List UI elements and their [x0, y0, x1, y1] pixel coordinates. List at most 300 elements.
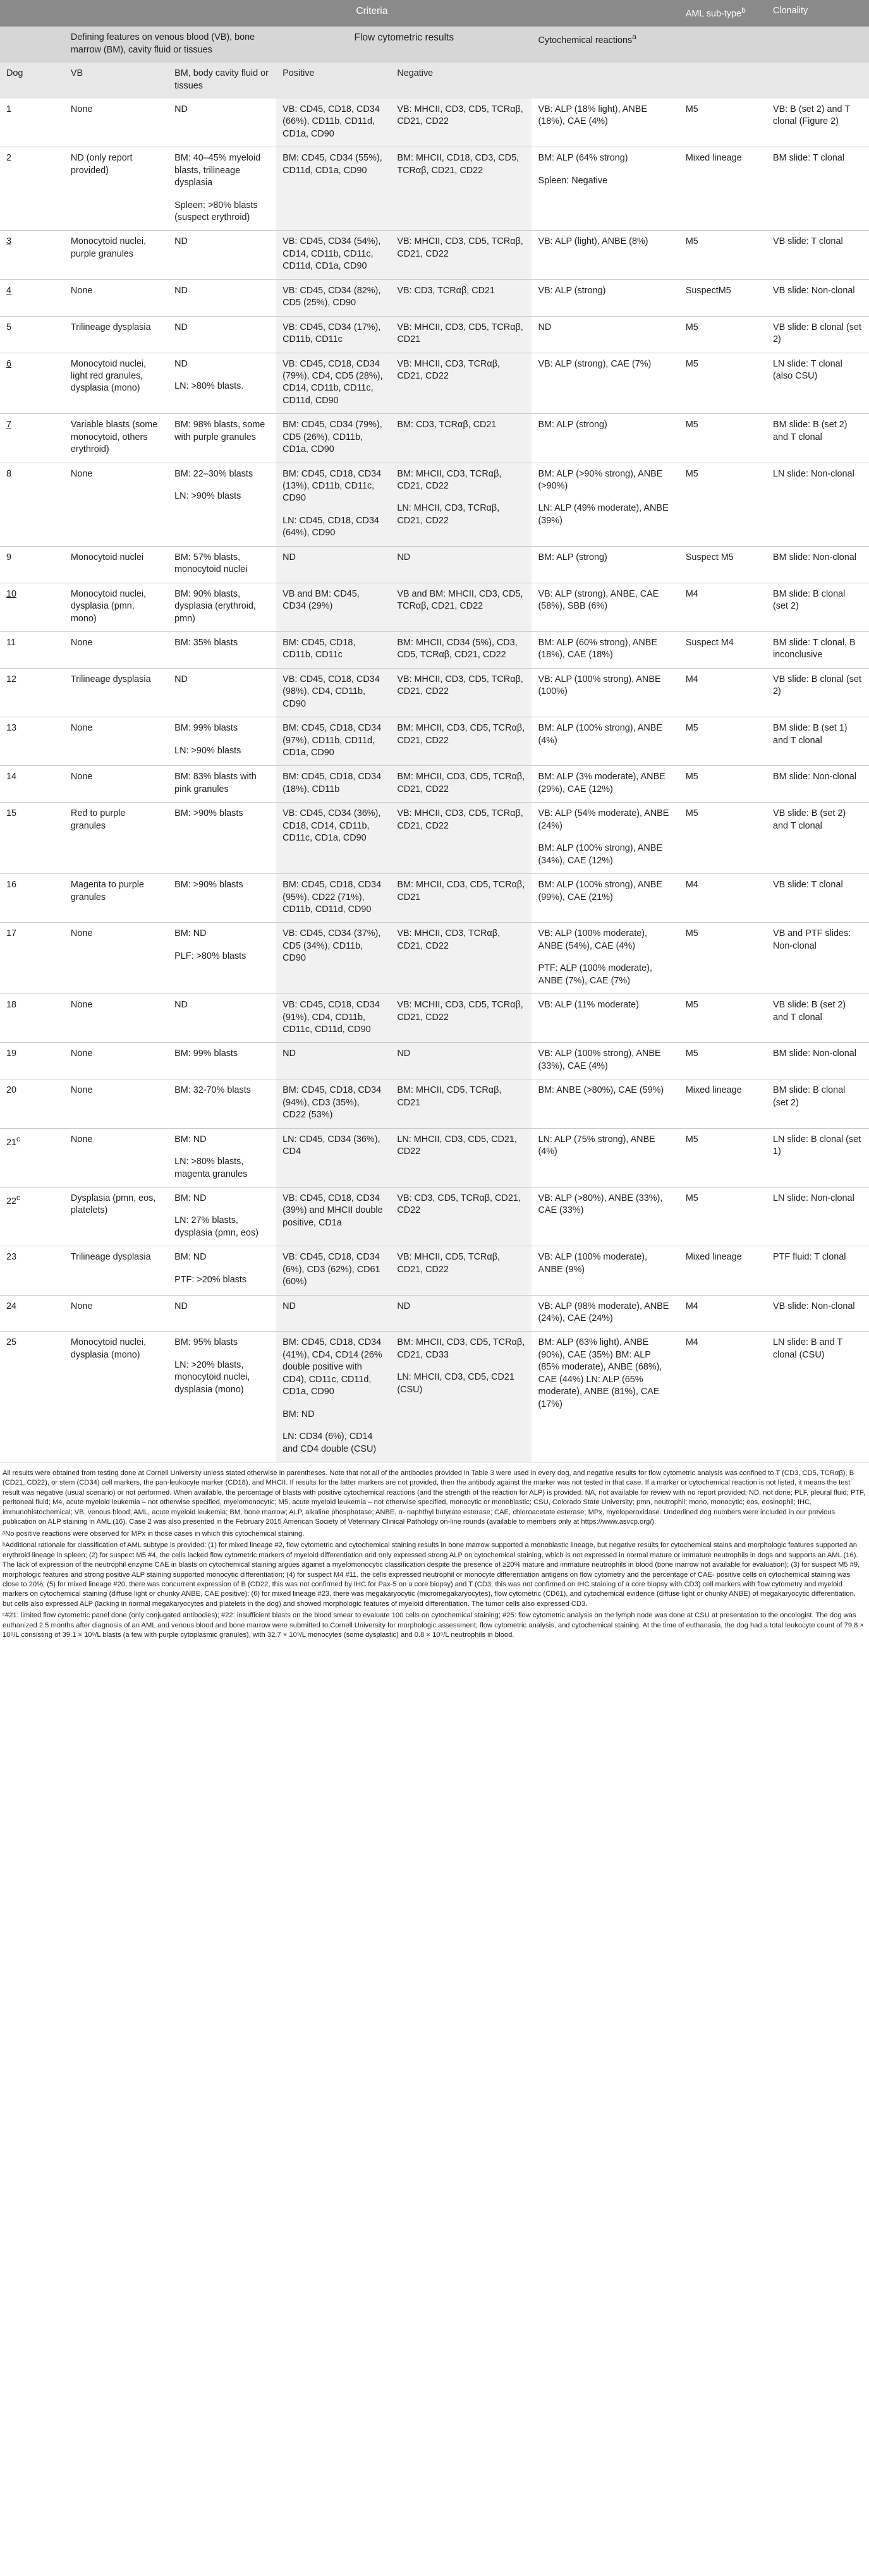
line-gap [174, 1349, 270, 1359]
cell-flow-negative [391, 1079, 532, 1128]
cell-text: BM: ND [174, 1252, 207, 1263]
cell-flow-positive [276, 1295, 391, 1332]
cell-text: PTF fluid: T clonal [772, 1252, 846, 1263]
cell-text: VB: MHCII, CD3, CD5, TCRαβ, CD21 [397, 322, 523, 345]
dog-number: 14 [6, 772, 17, 782]
cell-clonality [767, 1128, 869, 1187]
table-body [0, 99, 869, 1462]
header-bm: BM, body cavity fluid or tissues [168, 63, 276, 99]
cell-text: BM: 35% blasts [174, 637, 238, 648]
cell-text: VB slide: T clonal [772, 880, 843, 890]
cell-flow-negative [391, 1295, 532, 1332]
cell-flow-positive [276, 668, 391, 717]
cell-text: ND [538, 322, 552, 332]
cell-clonality [767, 717, 869, 766]
cell-text: BM: ND [174, 1193, 207, 1203]
cell-flow-negative [391, 231, 532, 279]
cell-vb-features [64, 231, 168, 279]
cell-vb-features [64, 316, 168, 353]
cell-bm-features [168, 546, 276, 583]
cell-text: BM: CD45, CD18, CD11b, CD11c [283, 637, 356, 660]
cell-text: Dysplasia (pmn, eos, platelets) [70, 1193, 156, 1216]
header-blank-6 [679, 63, 767, 99]
cell-text: LN: >90% blasts [174, 745, 241, 756]
cell-clonality [767, 631, 869, 668]
cell-text: VB slide: B clonal (set 2) [772, 674, 861, 697]
dog-number: 19 [6, 1048, 17, 1059]
cell-text: M5 [685, 1048, 698, 1059]
cell-text: VB and PTF slides: Non-clonal [772, 928, 851, 951]
cell-text: Variable blasts (some monocytoid, others erythroid) [70, 420, 158, 455]
cell-vb-features [64, 994, 168, 1043]
cell-text: ND (only report provided) [70, 153, 133, 176]
cell-text: Monocytoid nuclei, dysplasia (mono) [70, 1337, 147, 1360]
cell-flow-positive [276, 414, 391, 463]
cell-text: BM: 32-70% blasts [174, 1085, 251, 1096]
cell-vb-features [64, 1295, 168, 1332]
cell-flow-positive [276, 1079, 391, 1128]
cell-vb-features [64, 631, 168, 668]
cell-dog [0, 414, 64, 463]
cell-clonality [767, 1332, 869, 1462]
cell-text: ND [174, 358, 188, 369]
cell-bm-features [168, 353, 276, 414]
cell-text: VB: MHCII, CD3, CD5, TCRαβ, CD21, CD22 [397, 104, 523, 127]
cell-text: BM: MHCII, CD3, CD5, TCRαβ, CD21, CD33 [397, 1337, 525, 1360]
cell-cytochemical [532, 1246, 679, 1295]
cell-text: M5 [685, 104, 698, 114]
table-row [0, 99, 869, 147]
table-row [0, 803, 869, 874]
cell-clonality [767, 766, 869, 803]
cell-text: BM: 95% blasts [174, 1337, 238, 1348]
cell-flow-negative [391, 99, 532, 147]
cell-flow-positive [276, 1187, 391, 1246]
cell-cytochemical [532, 1079, 679, 1128]
cell-dog [0, 1332, 64, 1462]
cell-text: Mixed lineage [685, 1085, 742, 1096]
cell-text: VB: B (set 2) and T clonal (Figure 2) [772, 104, 850, 127]
header-positive: Positive [276, 63, 391, 99]
cell-vb-features [64, 1246, 168, 1295]
cell-text: BM: MHCII, CD3, CD5, TCRαβ, CD21 [397, 880, 525, 902]
cell-text: M5 [685, 358, 698, 369]
cell-text: BM: 57% blasts, monocytoid nuclei [174, 552, 248, 575]
footnote-paragraph: ᶜ#21: limited flow cytometric panel done (only conjugated antibodies); #22: insufficient blasts on the blood smear to evaluate 100 cells on cytochemical staining; #25: flow cytometric analysis on the lymph node was done at CSU at presentation to the oncologist. The dog was euthanized 2.5 months after diagnosis of an AML and venous blood and bone marrow were submitted to Cornell University for morphologic assessment, flow cytometric analysis, and cytochemical staining. At the time of euthanasia, the dog had a total leukocyte count of 79.8 × 10⁹/L consisting of 39.1 × 10⁹/L blasts (a few with purple cytoplasmic granules), with 32.7 × 10⁹/L monocytes (some dysplastic) and 0.8 × 10⁹/L neutrophils in blood. [3, 1612, 865, 1639]
dog-number: 20 [6, 1085, 17, 1096]
cell-flow-negative [391, 803, 532, 874]
cell-cytochemical [532, 717, 679, 766]
cell-dog [0, 353, 64, 414]
cell-dog [0, 994, 64, 1043]
cell-text: BM slide: T clonal, B inconclusive [772, 637, 856, 660]
cell-text: ND [174, 236, 188, 247]
cell-flow-positive [276, 1043, 391, 1079]
line-gap [397, 492, 525, 502]
cell-text: Monocytoid nuclei, purple granules [70, 236, 147, 259]
cell-text: None [70, 1085, 93, 1096]
cell-text: None [70, 468, 93, 479]
cell-aml-subtype [679, 147, 767, 231]
header-blank-3 [679, 27, 767, 63]
cell-text: Mixed lineage [685, 153, 742, 164]
cell-dog [0, 1295, 64, 1332]
line-gap [397, 1361, 525, 1371]
cell-text: BM: CD45, CD18, CD34 (13%), CD11b, CD11c, CD90 [283, 468, 382, 504]
table-row [0, 231, 869, 279]
cell-text: SuspectM5 [685, 285, 731, 296]
cell-clonality [767, 414, 869, 463]
cell-bm-features [168, 874, 276, 923]
cell-dog [0, 279, 64, 316]
cell-flow-negative [391, 279, 532, 316]
cell-text: LN: CD45, CD18, CD34 (64%), CD90 [283, 515, 379, 538]
cell-text: VB: ALP (strong), CAE (7%) [538, 358, 652, 369]
cell-text: M5 [685, 236, 698, 247]
cell-dog [0, 874, 64, 923]
dog-number: 11 [6, 637, 16, 648]
cell-text: BM: 90% blasts, dysplasia (erythroid, pmn) [174, 588, 256, 624]
cell-bm-features [168, 99, 276, 147]
cell-dog [0, 546, 64, 583]
cell-aml-subtype [679, 631, 767, 668]
cell-flow-positive [276, 803, 391, 874]
cell-flow-positive [276, 316, 391, 353]
cell-text: VB: CD45, CD18, CD34 (6%), CD3 (62%), CD61 (60%) [283, 1252, 380, 1287]
cell-vb-features [64, 414, 168, 463]
dog-number: 2 [6, 153, 12, 164]
dog-number: 13 [6, 723, 17, 734]
cell-text: LN slide: B and T clonal (CSU) [772, 1337, 842, 1360]
header-blank-2 [0, 27, 64, 63]
header-aml-subtype [679, 0, 767, 27]
cell-bm-features [168, 994, 276, 1043]
cell-text: VB: ALP (strong) [538, 285, 606, 296]
cell-text: BM: ALP (60% strong), ANBE (18%), CAE (18%) [538, 637, 657, 660]
cell-aml-subtype [679, 353, 767, 414]
cell-text: LN: >90% blasts [174, 491, 241, 502]
cell-text: None [70, 1000, 93, 1011]
cell-text: None [70, 772, 93, 782]
cell-text: None [70, 1301, 93, 1311]
cell-text: M4 [685, 1337, 698, 1348]
line-gap [174, 735, 270, 745]
cell-vb-features [64, 353, 168, 414]
cell-text: VB slide: B clonal (set 2) [772, 322, 861, 345]
cell-flow-positive [276, 583, 391, 631]
table-row [0, 353, 869, 414]
cell-clonality [767, 803, 869, 874]
cell-text: VB: CD45, CD18, CD34 (39%) and MHCII double positive, CD1a [283, 1193, 383, 1228]
cell-cytochemical [532, 231, 679, 279]
cytochemical-footnote-mark: a [632, 32, 636, 42]
cell-flow-negative [391, 874, 532, 923]
dog-footnote-mark: c [16, 1193, 21, 1202]
cell-text: BM: CD45, CD18, CD34 (18%), CD11b [283, 772, 382, 794]
cell-text: VB: ALP (98% moderate), ANBE (24%), CAE (24%) [538, 1301, 669, 1324]
cell-text: None [70, 1048, 93, 1059]
cell-text: ND [397, 552, 411, 562]
cell-flow-negative [391, 766, 532, 803]
cell-text: ND [174, 285, 188, 296]
cell-text: BM: CD3, TCRαβ, CD21 [397, 420, 497, 430]
cell-bm-features [168, 1246, 276, 1295]
table-row [0, 1079, 869, 1128]
cell-bm-features [168, 631, 276, 668]
cell-vb-features [64, 463, 168, 546]
cell-clonality [767, 316, 869, 353]
header-flow-results: Flow cytometric results [276, 27, 532, 63]
line-gap [538, 165, 672, 175]
cell-bm-features [168, 147, 276, 231]
table-row [0, 1332, 869, 1462]
cell-text: BM: MHCII, CD3, CD5, TCRαβ, CD21, CD22 [397, 772, 525, 794]
dog-number: 18 [6, 1000, 17, 1011]
table-row [0, 631, 869, 668]
cell-dog [0, 766, 64, 803]
cell-text: ND [397, 1048, 411, 1059]
cell-flow-negative [391, 1128, 532, 1187]
cell-clonality [767, 1079, 869, 1128]
cell-text: BM: MHCII, CD3, CD5, TCRαβ, CD21, CD22 [397, 723, 525, 746]
cell-vb-features [64, 668, 168, 717]
cell-text: LN: MHCII, CD3, TCRαβ, CD21, CD22 [397, 503, 500, 526]
cell-text: VB: ALP (100% strong), ANBE (33%), CAE (4%) [538, 1048, 661, 1071]
table-row [0, 717, 869, 766]
dog-number: 24 [6, 1301, 17, 1311]
cell-text: Suspect M4 [685, 637, 734, 648]
cell-text: BM: CD45, CD18, CD34 (97%), CD11b, CD11d, CD1a, CD90 [283, 723, 382, 758]
cell-text: VB: CD45, CD34 (36%), CD18, CD14, CD11b, CD11c, CD1a, CD90 [283, 808, 381, 844]
cell-text: VB: CD45, CD34 (17%), CD11b, CD11c [283, 322, 381, 345]
cell-text: BM slide: T clonal [772, 153, 845, 164]
cell-text: BM: MHCII, CD5, TCRαβ, CD21 [397, 1085, 502, 1108]
cell-bm-features [168, 1043, 276, 1079]
cell-bm-features [168, 231, 276, 279]
cell-cytochemical [532, 803, 679, 874]
cell-cytochemical [532, 1128, 679, 1187]
cell-flow-negative [391, 583, 532, 631]
line-gap [174, 370, 270, 380]
cell-text: BM slide: B (set 1) and T clonal [772, 723, 848, 746]
cell-text: BM slide: Non-clonal [772, 552, 856, 562]
cell-aml-subtype [679, 1079, 767, 1128]
cell-aml-subtype [679, 279, 767, 316]
aml-subtype-footnote-mark: b [741, 6, 746, 15]
cell-text: ND [174, 674, 188, 684]
cell-dog [0, 717, 64, 766]
cell-text: VB: ALP (strong), ANBE, CAE (58%), SBB (6%) [538, 588, 659, 612]
cell-clonality [767, 231, 869, 279]
cell-text: M5 [685, 928, 698, 939]
cell-text: None [70, 928, 93, 939]
cell-text: BM: 83% blasts with pink granules [174, 772, 257, 794]
line-gap [174, 1205, 270, 1215]
cell-text: BM: CD45, CD18, CD34 (95%), CD22 (71%), CD11b, CD11d, CD90 [283, 880, 382, 914]
cell-text: BM: ALP (100% strong), ANBE (99%), CAE (21%) [538, 880, 662, 902]
table-row [0, 1295, 869, 1332]
cell-text: VB: ALP (>80%), ANBE (33%), CAE (33%) [538, 1193, 663, 1216]
cell-clonality [767, 99, 869, 147]
cell-clonality [767, 1187, 869, 1246]
cell-vb-features [64, 1079, 168, 1128]
cell-text: BM: ND [174, 928, 207, 939]
line-gap [174, 190, 270, 200]
cell-text: BM: ALP (strong) [538, 552, 607, 562]
cell-aml-subtype [679, 717, 767, 766]
cell-text: VB slide: Non-clonal [772, 1301, 855, 1311]
cell-text: None [70, 1134, 93, 1145]
cell-text: VB: CD45, CD18, CD34 (98%), CD4, CD11b, CD90 [283, 674, 380, 709]
cell-text: VB: MHCII, CD3, TCRαβ, CD21, CD22 [397, 928, 501, 951]
cell-text: ND [174, 322, 188, 332]
cell-cytochemical [532, 546, 679, 583]
cell-text: ND [174, 1301, 188, 1311]
table-row [0, 463, 869, 546]
dog-number: 22 [6, 1196, 17, 1206]
table-row [0, 1187, 869, 1246]
cell-text: VB: CD45, CD18, CD34 (79%), CD4, CD5 (28%), CD14, CD11b, CD11c, CD11d, CD90 [283, 358, 383, 406]
cell-text: BM: ALP (100% strong), ANBE (34%), CAE (12%) [538, 843, 662, 866]
cell-clonality [767, 463, 869, 546]
cell-text: BM: CD45, CD34 (79%), CD5 (26%), CD11b, CD1a, CD90 [283, 420, 382, 455]
cell-vb-features [64, 1187, 168, 1246]
cell-dog [0, 147, 64, 231]
dog-number: 12 [6, 674, 17, 684]
cell-flow-negative [391, 1332, 532, 1462]
cell-vb-features [64, 1332, 168, 1462]
cell-text: LN: >80% blasts, magenta granules [174, 1157, 248, 1179]
cell-clonality [767, 1246, 869, 1295]
cell-text: Monocytoid nuclei, light red granules, dysplasia (mono) [70, 358, 147, 394]
cell-flow-positive [276, 546, 391, 583]
header-blank-4 [767, 27, 869, 63]
cell-dog [0, 1128, 64, 1187]
cell-text: Spleen: Negative [538, 175, 608, 186]
cytochemical-label: Cytochemical reactions [538, 35, 633, 46]
table-row [0, 279, 869, 316]
cell-text: BM: 99% blasts [174, 723, 238, 734]
header-negative: Negative [391, 63, 532, 99]
cell-cytochemical [532, 414, 679, 463]
cell-aml-subtype [679, 668, 767, 717]
cell-text: BM: >90% blasts [174, 880, 243, 890]
cell-text: M5 [685, 1000, 698, 1011]
cell-bm-features [168, 583, 276, 631]
table-row [0, 668, 869, 717]
cell-vb-features [64, 1128, 168, 1187]
cell-cytochemical [532, 147, 679, 231]
cell-dog [0, 583, 64, 631]
header-blank-5 [532, 63, 679, 99]
cell-dog [0, 803, 64, 874]
cell-text: Spleen: >80% blasts (suspect erythroid) [174, 200, 258, 223]
cell-flow-positive [276, 631, 391, 668]
cell-text: BM: >90% blasts [174, 808, 243, 819]
cell-text: BM: CD45, CD34 (55%), CD11d, CD1a, CD90 [283, 153, 382, 176]
cell-text: BM: CD45, CD18, CD34 (41%), CD4, CD14 (26% double positive with CD4), CD11c, CD11d, CD1a, CD90 [283, 1337, 382, 1397]
cell-text: LN: ALP (75% strong), ANBE (4%) [538, 1134, 655, 1157]
cell-flow-negative [391, 316, 532, 353]
cell-bm-features [168, 923, 276, 994]
cell-text: LN: CD45, CD34 (36%), CD4 [283, 1134, 380, 1157]
header-cytochemical [532, 27, 679, 63]
cell-bm-features [168, 766, 276, 803]
line-gap [174, 1146, 270, 1156]
line-gap [283, 505, 384, 515]
cell-flow-negative [391, 147, 532, 231]
cell-bm-features [168, 717, 276, 766]
cell-text: M4 [685, 880, 698, 890]
table-row [0, 147, 869, 231]
cell-flow-positive [276, 994, 391, 1043]
cell-aml-subtype [679, 803, 767, 874]
header-clonality: Clonality [767, 0, 869, 27]
cell-cytochemical [532, 668, 679, 717]
cell-flow-positive [276, 463, 391, 546]
cell-text: LN: >20% blasts, monocytoid nuclei, dysplasia (mono) [174, 1359, 250, 1395]
cell-flow-positive [276, 353, 391, 414]
cell-flow-positive [276, 717, 391, 766]
cell-flow-positive [276, 874, 391, 923]
cell-dog [0, 631, 64, 668]
cell-flow-positive [276, 231, 391, 279]
cell-aml-subtype [679, 923, 767, 994]
cell-text: VB: ALP (100% moderate), ANBE (9%) [538, 1252, 647, 1275]
cell-clonality [767, 583, 869, 631]
header-blank-7 [767, 63, 869, 99]
cell-flow-positive [276, 99, 391, 147]
cell-vb-features [64, 803, 168, 874]
cell-text: M4 [685, 674, 698, 684]
cell-aml-subtype [679, 546, 767, 583]
cell-text: BM: 99% blasts [174, 1048, 238, 1059]
cell-text: VB: ALP (100% moderate), ANBE (54%), CAE (4%) [538, 928, 647, 951]
cell-text: LN slide: Non-clonal [772, 468, 854, 479]
dog-number: 5 [6, 322, 12, 332]
cell-flow-positive [276, 1332, 391, 1462]
cell-text: BM: ALP (strong) [538, 420, 607, 430]
cell-clonality [767, 147, 869, 231]
footnote-paragraph: ᵇAdditional rationale for classification of AML subtype is provided: (1) for mixed lineage #2, flow cytometric and cytochemical staining results in bone marrow supported a monoblastic lineage, but negative results for cytochemical stains and morphologic features supported an erythroid lineage in spleen; (2) for suspect M5 #4, the cells lacked flow cytometric markers of myeloid differentiation and only expressed strong ALP on cytochemical staining, which is not expressed in normal mature or immature neutrophils in dogs and supports an AML (16). The lack of expression of the neutrophil enzyme CAE in blasts on cytochemical staining argues against a myelomonocytic classification despite the presence of ≥20% mature and immature neutrophils in blood (bone marrow not available for evaluation); (3) for suspect M5 #9, morphologic features and strong positive ALP staining supported monocytic differentiation; (4) for suspect M4 #11, the cells expressed neutrophil or monocyte differentiation antigens on flow cytometry and the percentage of CAE- positive cells on cytochemical staining was close to 20%; (5) for mixed lineage #20, there was concurrent expression of B (CD22, this was not confirmed by IHC for Pax-5 on a core biopsy) and T (CD3, this was not confirmed on IHC staining of a core biopsy with CD3) cell markers with flow cytometry and myeloid markers on cytochemical staining (diffuse light or chunky ANBE, CAE positive); (6) for mixed lineage #23, there was megakaryocytic (micromegakaryocytes), flow cytometric (CD61), and cytochemical evidence (diffuse light or chunky ANBE) of megakaryocytic differentiation, but cells also expressed ALP (lacking in normal megakaryocytes and platelets in the dog) and showed morphologic features of myeloid differentiation. The tumor cells also expressed CD3. [3, 1541, 860, 1608]
cell-text: LN slide: T clonal (also CSU) [772, 358, 842, 381]
dog-footnote-mark: c [16, 1134, 21, 1143]
cell-text: VB slide: T clonal [772, 236, 843, 247]
cell-dog [0, 1079, 64, 1128]
dog-number: 9 [6, 552, 12, 562]
cell-text: M5 [685, 723, 698, 734]
cell-text: VB: MHCII, CD3, TCRαβ, CD21, CD22 [397, 358, 501, 381]
cell-text: Mixed lineage [685, 1252, 742, 1263]
cell-text: VB: CD3, CD5, TCRαβ, CD21, CD22 [397, 1193, 521, 1216]
dog-number: 16 [6, 880, 17, 890]
cell-flow-negative [391, 1187, 532, 1246]
dog-number: 21 [6, 1137, 17, 1148]
cell-text: BM: ALP (64% strong) [538, 153, 628, 164]
cell-aml-subtype [679, 231, 767, 279]
cell-aml-subtype [679, 1295, 767, 1332]
table-row [0, 1043, 869, 1079]
cell-text: None [70, 637, 93, 648]
cell-text: M5 [685, 322, 698, 332]
cell-text: PTF: >20% blasts [174, 1274, 247, 1285]
cell-cytochemical [532, 1043, 679, 1079]
cell-text: M5 [685, 1193, 698, 1203]
cell-flow-positive [276, 1128, 391, 1187]
cell-bm-features [168, 414, 276, 463]
cell-clonality [767, 994, 869, 1043]
dog-number: 25 [6, 1337, 17, 1348]
